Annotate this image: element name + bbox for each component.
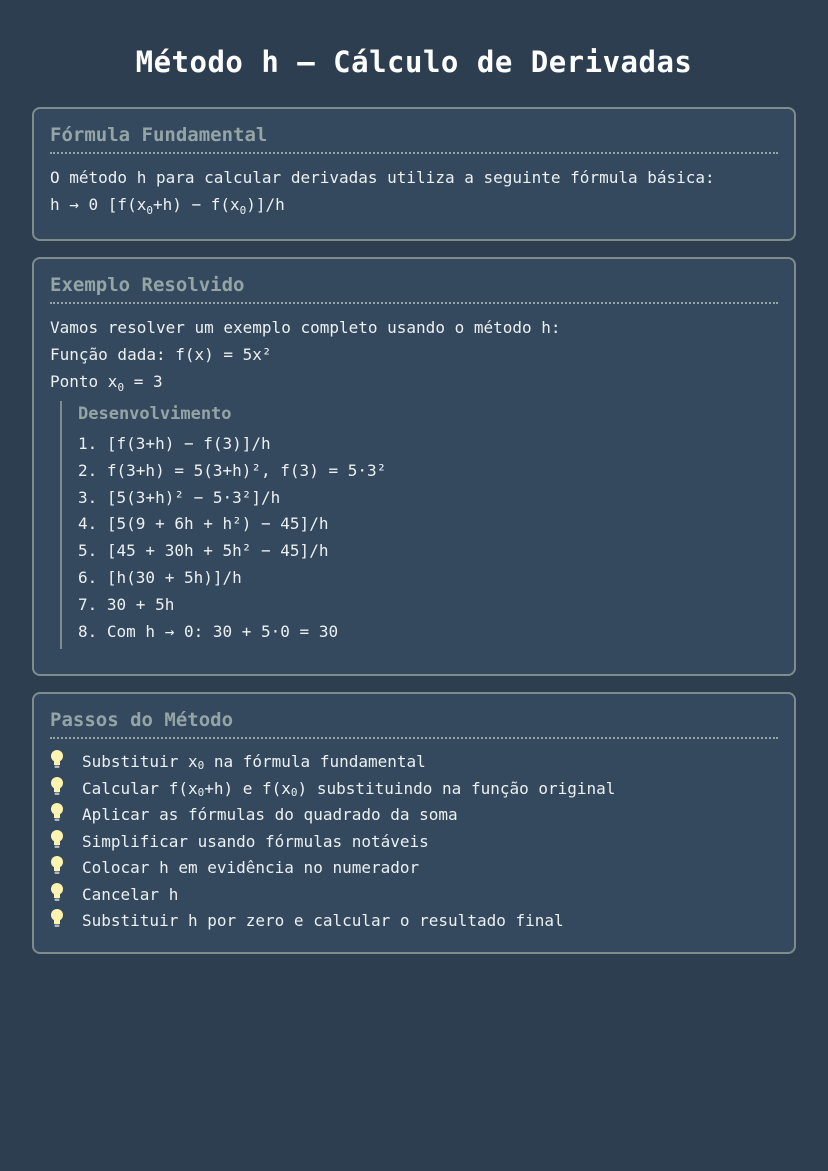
page-title: Método h – Cálculo de Derivadas	[135, 45, 693, 79]
example-function: Função dada: f(x) = 5x²	[50, 345, 272, 364]
step-item: 6. [h(30 + 5h)]/h	[78, 567, 242, 587]
list-item: Substituir h por zero e calcular o resultado final	[50, 908, 778, 935]
step-item: 8. Com h → 0: 30 + 5·0 = 30	[78, 621, 339, 641]
example-point: Ponto $x_0 = 3$	[50, 372, 163, 394]
example-heading: Exemplo Resolvido	[50, 273, 778, 304]
step-item: 2. f(3+h) = 5(3+h)², f(3) = 5·3²	[78, 460, 387, 480]
step-item: 1. [f(3+h) − f(3)]/h	[78, 434, 271, 453]
formula-expression: h → 0 $[f(x_0+h) - f(x_0)]/h$	[50, 195, 285, 217]
lightbulb-icon	[50, 776, 64, 796]
lightbulb-icon	[50, 855, 64, 875]
development-steps	[78, 431, 778, 645]
development-heading: Desenvolvimento	[78, 404, 232, 424]
lightbulb-icon	[50, 749, 64, 769]
lightbulb-icon	[50, 882, 64, 902]
method-heading: Passos do Método	[50, 708, 778, 739]
list-item: Cancelar h	[50, 882, 778, 909]
example-card	[32, 257, 796, 676]
method-steps	[50, 749, 778, 935]
formula-card	[32, 107, 796, 241]
lightbulb-icon	[50, 802, 64, 822]
step-item: 7. 30 + 5h	[78, 594, 175, 614]
lightbulb-icon	[50, 829, 64, 849]
formula-heading: Fórmula Fundamental	[50, 123, 778, 154]
formula-intro: O método h para calcular derivadas utiliza a seguinte fórmula básica:	[50, 168, 715, 187]
step-item: 3. [5(3+h)² − 5·3²]/h	[78, 487, 281, 507]
development-block	[60, 401, 778, 649]
list-item: Simplificar usando fórmulas notáveis	[50, 829, 778, 856]
lightbulb-icon	[50, 908, 64, 928]
list-item: Colocar h em evidência no numerador	[50, 855, 778, 882]
list-item: Aplicar as fórmulas do quadrado da soma	[50, 802, 778, 829]
list-item: Substituir x 0 na fórmula fundamental	[50, 749, 778, 776]
step-item: 4. [5(9 + 6h + h²) − 45]/h	[78, 514, 329, 534]
list-item: Calcular f(x 0 +h) e f(x 0 ) substituindo na função original	[50, 776, 778, 803]
method-card	[32, 692, 796, 954]
example-intro: Vamos resolver um exemplo completo usando o método h:	[50, 318, 561, 337]
step-item: 5. [45 + 30h + 5h² − 45]/h	[78, 541, 329, 561]
